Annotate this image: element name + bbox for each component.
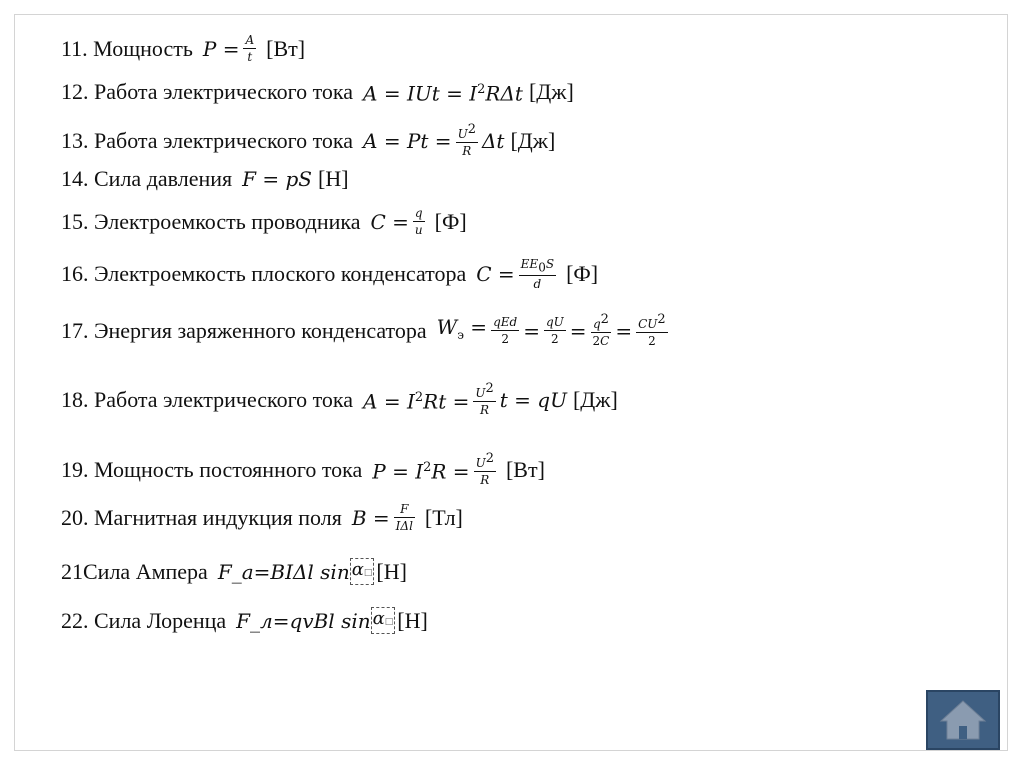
formula-expression: Δt [481,128,505,153]
fraction: $\frac{CU2}{2}$ [638,312,666,348]
fraction: $\frac{F}{\text{IΔl}}$ [395,502,413,533]
formula-label: 12. Работа электрического тока [61,78,354,104]
formula-expression: P = [202,36,240,61]
formula-unit: [Дж] [528,78,574,104]
formula-line-19 [61,452,545,487]
formula-expression: C = [370,209,409,234]
formula-label: 22. Сила Лоренца [61,607,227,633]
formula-unit: [Вт] [266,35,306,61]
alpha-placeholder: α□ [350,558,375,585]
formula-label: 18. Работа электрического тока [61,386,354,412]
formula-label: 20. Магнитная индукция поля [61,504,342,530]
formula-label: 13. Работа электрического тока [61,127,354,153]
formula-line-12 [61,77,574,107]
formula-unit: [Вт] [505,456,545,482]
formula-unit: [Ф] [566,261,599,287]
fraction: $\frac{U2}{R}$ [475,381,494,417]
formula-unit: [Н] [397,607,428,633]
formula-line-16 [61,257,598,291]
formula-expression: F_л=qvBl sin [236,608,371,633]
formula-line-14 [61,166,349,192]
formula-label: 19. Мощность постоянного тока [61,456,363,482]
formula-unit: [Тл] [424,504,463,530]
formula-unit: [Н] [376,558,407,584]
formula-line-13 [61,123,555,158]
formula-line-11 [61,33,305,64]
formula-expression: $W_э$ = [436,314,488,342]
formula-expression: F = pS [242,167,313,191]
formula-line-18 [61,382,618,417]
formula-unit: [Дж] [510,127,556,153]
formula-line-17: 17. Энергия заряженного конденсатора $W_э$ = $\frac{\text{qEd}}{2}$ = $\frac{qU}{2}$ = $\frac{q2}{2C}$ = $\frac{CU2}{2}$ [61,312,666,348]
alpha-placeholder: α□ [371,607,396,634]
formula-expression: C = [476,262,515,287]
formula-label: 21Сила Ампера [61,558,208,584]
formula-expression: B = [351,505,390,530]
fraction: $\frac{EE0S}{d}$ [520,257,555,292]
formula-label: 15. Электроемкость проводника [61,208,361,234]
formula-unit: [Н] [318,166,349,191]
home-button[interactable] [926,690,1000,750]
fraction: $\frac{q2}{2C}$ [592,312,610,348]
formula-expression: A = IUt = $I^2R\Delta t$ [363,81,523,106]
fraction: $\frac{\text{qEd}}{2}$ [493,315,518,346]
formula-expression: F_а=BIΔl sin [217,559,350,584]
fraction: $\frac{q}{u}$ [414,206,423,237]
formula-line-21 [61,558,407,585]
fraction: $\frac{A}{t}$ [245,33,255,64]
formula-expression: t = qU [499,387,567,412]
formula-expression: A = Pt = [363,128,452,153]
formula-label: 11. Мощность [61,35,193,61]
fraction: $\frac{qU}{2}$ [545,315,564,346]
formula-unit: [Ф] [434,208,467,234]
home-icon [938,697,988,743]
formula-label: 17. Энергия заряженного конденсатора [61,317,427,343]
formula-label: 14. Сила давления [61,166,233,191]
fraction: $\frac{U2}{R}$ [475,451,494,487]
formula-line-15 [61,206,467,237]
formula-line-20 [61,502,463,533]
formula-line-22 [61,607,428,634]
formula-expression: $P = I^2R$ = [372,459,470,484]
formula-expression: $A = I^2Rt$ = [363,389,470,414]
formula-unit: [Дж] [572,386,618,412]
fraction: $\frac{U2}{R}$ [457,122,476,158]
formula-label: 16. Электроемкость плоского конденсатора [61,261,467,287]
